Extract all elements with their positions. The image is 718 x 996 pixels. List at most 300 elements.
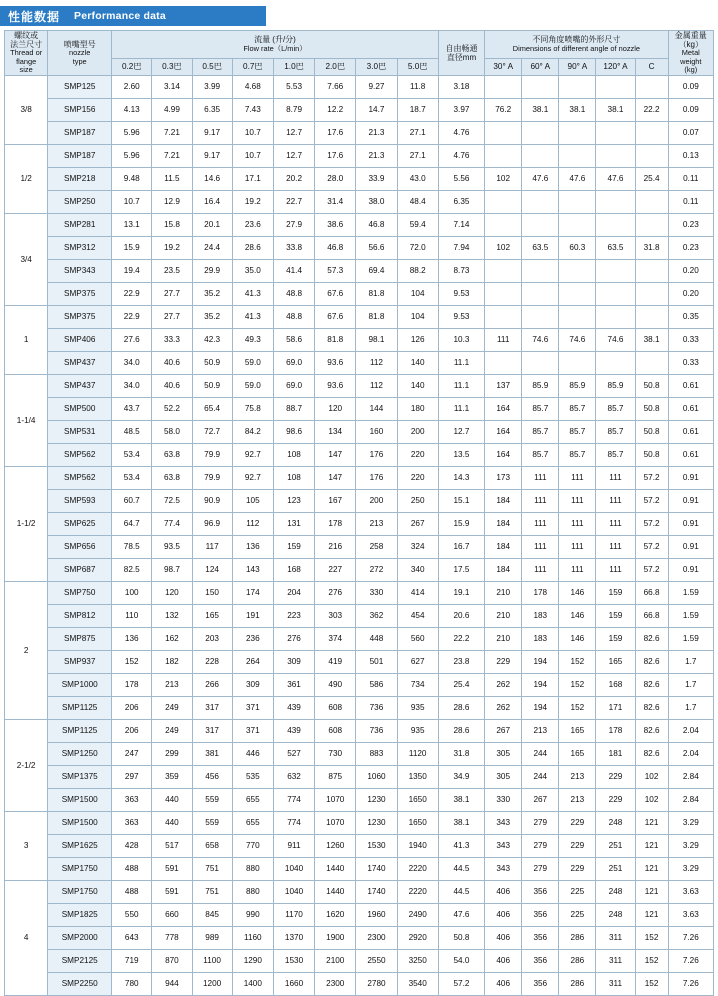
flow-cell-6: 57.3 [315, 259, 356, 282]
banner-title-en: Performance data [74, 10, 166, 22]
flow-cell-4: 264 [232, 650, 273, 673]
dimension-cell-4: 165 [596, 650, 635, 673]
dimension-cell-4 [596, 144, 635, 167]
thread-size-cell: 1-1/2 [5, 466, 48, 581]
dimension-cell-5: 82.6 [635, 627, 668, 650]
flow-cell-2: 660 [152, 903, 192, 926]
dimension-cell-3: 85.7 [559, 443, 596, 466]
flow-cell-3: 117 [192, 535, 232, 558]
performance-data-page [0, 6, 718, 996]
flow-cell-3: 9.17 [192, 144, 232, 167]
flow-cell-6: 1070 [315, 788, 356, 811]
thread-size-cell: 1 [5, 305, 48, 374]
col-angle-5: C [635, 58, 668, 75]
dimension-cell-5 [635, 351, 668, 374]
dimension-cell-1: 184 [485, 489, 522, 512]
flow-cell-8: 267 [397, 512, 438, 535]
metal-weight-cell: 0.07 [668, 121, 713, 144]
metal-weight-cell: 1.7 [668, 673, 713, 696]
col-flow-rate [112, 31, 439, 59]
dimension-cell-2: 85.7 [522, 420, 559, 443]
flow-cell-6: 167 [315, 489, 356, 512]
flow-cell-6: 17.6 [315, 121, 356, 144]
free-passage-cell: 3.18 [438, 75, 484, 98]
dimension-cell-2: 356 [522, 949, 559, 972]
flow-cell-7: 1060 [356, 765, 397, 788]
flow-cell-2: 27.7 [152, 282, 192, 305]
flow-cell-2: 213 [152, 673, 192, 696]
dimension-cell-3: 225 [559, 880, 596, 903]
table-row [5, 282, 714, 305]
metal-weight-cell: 0.91 [668, 489, 713, 512]
flow-cell-5: 123 [273, 489, 314, 512]
flow-cell-5: 911 [273, 834, 314, 857]
flow-cell-8: 43.0 [397, 167, 438, 190]
flow-cell-5: 48.8 [273, 305, 314, 328]
nozzle-model-cell: SMP1500 [48, 811, 112, 834]
flow-cell-1: 136 [112, 627, 152, 650]
free-passage-cell: 41.3 [438, 834, 484, 857]
flow-cell-8: 1120 [397, 742, 438, 765]
flow-cell-2: 63.8 [152, 443, 192, 466]
flow-cell-6: 303 [315, 604, 356, 627]
flow-cell-5: 632 [273, 765, 314, 788]
flow-cell-3: 266 [192, 673, 232, 696]
flow-cell-6: 1900 [315, 926, 356, 949]
flow-cell-2: 182 [152, 650, 192, 673]
dimension-cell-1: 305 [485, 765, 522, 788]
flow-cell-1: 719 [112, 949, 152, 972]
flow-cell-2: 591 [152, 857, 192, 880]
dimension-cell-3: 47.6 [559, 167, 596, 190]
flow-cell-4: 143 [232, 558, 273, 581]
table-row [5, 167, 714, 190]
flow-cell-7: 46.8 [356, 213, 397, 236]
table-row [5, 259, 714, 282]
flow-cell-5: 439 [273, 696, 314, 719]
free-passage-cell: 4.76 [438, 144, 484, 167]
dimension-cell-2: 85.7 [522, 397, 559, 420]
flow-cell-6: 93.6 [315, 351, 356, 374]
dimension-cell-5: 152 [635, 926, 668, 949]
free-passage-cell: 11.1 [438, 374, 484, 397]
flow-cell-3: 9.17 [192, 121, 232, 144]
metal-weight-cell: 3.29 [668, 811, 713, 834]
col-pressure-8: 5.0巴 [397, 58, 438, 75]
nozzle-model-cell: SMP531 [48, 420, 112, 443]
dimension-cell-2: 85.7 [522, 443, 559, 466]
flow-cell-1: 178 [112, 673, 152, 696]
flow-cell-1: 22.9 [112, 282, 152, 305]
flow-cell-5: 108 [273, 443, 314, 466]
table-row [5, 719, 714, 742]
dimension-cell-2 [522, 259, 559, 282]
flow-cell-2: 870 [152, 949, 192, 972]
dimension-cell-3: 229 [559, 834, 596, 857]
table-row [5, 949, 714, 972]
flow-cell-8: 250 [397, 489, 438, 512]
flow-cell-1: 34.0 [112, 351, 152, 374]
free-passage-cell: 7.14 [438, 213, 484, 236]
nozzle-model-cell: SMP937 [48, 650, 112, 673]
flow-cell-2: 4.99 [152, 98, 192, 121]
dimension-cell-1: 406 [485, 949, 522, 972]
thread-size-cell: 1-1/4 [5, 374, 48, 466]
metal-weight-cell: 0.09 [668, 75, 713, 98]
flow-cell-3: 3.99 [192, 75, 232, 98]
table-row [5, 696, 714, 719]
dimension-cell-2 [522, 282, 559, 305]
flow-cell-1: 488 [112, 857, 152, 880]
dimension-cell-1 [485, 259, 522, 282]
metal-weight-cell: 0.91 [668, 558, 713, 581]
nozzle-model-cell: SMP187 [48, 144, 112, 167]
dimension-cell-2: 279 [522, 834, 559, 857]
dimension-cell-1: 229 [485, 650, 522, 673]
nozzle-model-cell: SMP625 [48, 512, 112, 535]
flow-cell-4: 191 [232, 604, 273, 627]
free-cn-2: 直径mm [446, 52, 477, 62]
dimension-cell-1 [485, 351, 522, 374]
flow-cell-5: 88.7 [273, 397, 314, 420]
dimension-cell-1: 330 [485, 788, 522, 811]
thread-size-cell: 4 [5, 880, 48, 995]
flow-cell-4: 41.3 [232, 282, 273, 305]
table-row [5, 604, 714, 627]
dimension-cell-3: 229 [559, 857, 596, 880]
flow-cell-6: 875 [315, 765, 356, 788]
nozzle-model-cell: SMP656 [48, 535, 112, 558]
dimension-cell-1: 210 [485, 604, 522, 627]
flow-cell-2: 63.8 [152, 466, 192, 489]
flow-cell-7: 258 [356, 535, 397, 558]
dimension-cell-1 [485, 121, 522, 144]
metal-weight-cell: 0.61 [668, 397, 713, 420]
flow-cell-4: 84.2 [232, 420, 273, 443]
nozzle-model-cell: SMP1750 [48, 857, 112, 880]
dimension-cell-3: 286 [559, 972, 596, 995]
flow-cell-2: 944 [152, 972, 192, 995]
flow-cell-2: 162 [152, 627, 192, 650]
nozzle-model-cell: SMP562 [48, 443, 112, 466]
flow-cell-4: 7.43 [232, 98, 273, 121]
flow-cell-6: 490 [315, 673, 356, 696]
flow-cell-8: 2220 [397, 880, 438, 903]
flow-cell-7: 1740 [356, 880, 397, 903]
flow-cell-3: 751 [192, 880, 232, 903]
table-row [5, 374, 714, 397]
nozzle-cn: 喷嘴型号 [63, 39, 96, 49]
flow-cell-6: 120 [315, 397, 356, 420]
flow-cell-8: 27.1 [397, 121, 438, 144]
nozzle-model-cell: SMP1825 [48, 903, 112, 926]
flow-cell-4: 41.3 [232, 305, 273, 328]
dimension-cell-3: 165 [559, 719, 596, 742]
free-passage-cell: 6.35 [438, 190, 484, 213]
flow-cell-8: 18.7 [397, 98, 438, 121]
nozzle-model-cell: SMP406 [48, 328, 112, 351]
flow-cell-1: 206 [112, 696, 152, 719]
flow-cell-1: 297 [112, 765, 152, 788]
flow-cell-7: 2300 [356, 926, 397, 949]
flow-cell-1: 15.9 [112, 236, 152, 259]
flow-cell-2: 19.2 [152, 236, 192, 259]
flow-cell-7: 9.27 [356, 75, 397, 98]
flow-cell-1: 100 [112, 581, 152, 604]
flow-cell-7: 736 [356, 696, 397, 719]
dimension-cell-3: 111 [559, 558, 596, 581]
dimension-cell-1: 406 [485, 903, 522, 926]
flow-cell-3: 35.2 [192, 305, 232, 328]
dimension-cell-5: 50.8 [635, 420, 668, 443]
flow-cell-7: 1740 [356, 857, 397, 880]
flow-cell-3: 20.1 [192, 213, 232, 236]
dimension-cell-4: 178 [596, 719, 635, 742]
dimension-cell-1 [485, 144, 522, 167]
metal-weight-cell: 2.84 [668, 788, 713, 811]
dimension-cell-4 [596, 259, 635, 282]
flow-cell-5: 69.0 [273, 374, 314, 397]
flow-cell-2: 3.14 [152, 75, 192, 98]
dimension-cell-5: 82.6 [635, 719, 668, 742]
dimension-cell-2: 244 [522, 742, 559, 765]
flow-cell-2: 23.5 [152, 259, 192, 282]
dimension-cell-5 [635, 190, 668, 213]
col-pressure-1: 0.2巴 [112, 58, 152, 75]
flow-cell-4: 49.3 [232, 328, 273, 351]
flow-cell-1: 5.96 [112, 121, 152, 144]
metal-weight-cell: 0.13 [668, 144, 713, 167]
table-row [5, 443, 714, 466]
dimension-cell-2: 74.6 [522, 328, 559, 351]
table-row [5, 650, 714, 673]
flow-cell-3: 14.6 [192, 167, 232, 190]
dimension-cell-4 [596, 351, 635, 374]
table-row [5, 765, 714, 788]
table-row [5, 811, 714, 834]
dimension-cell-5: 66.8 [635, 604, 668, 627]
free-passage-cell: 34.9 [438, 765, 484, 788]
flow-cell-6: 2300 [315, 972, 356, 995]
flow-cell-4: 112 [232, 512, 273, 535]
dimension-cell-5: 50.8 [635, 397, 668, 420]
flow-cell-6: 1260 [315, 834, 356, 857]
metal-weight-cell: 2.84 [668, 765, 713, 788]
metal-weight-cell: 1.7 [668, 650, 713, 673]
free-passage-cell: 28.6 [438, 719, 484, 742]
col-angle-3: 90° A [559, 58, 596, 75]
dimension-cell-3 [559, 305, 596, 328]
dimension-cell-2: 267 [522, 788, 559, 811]
col-metal-weight [668, 31, 713, 76]
dimension-cell-1: 76.2 [485, 98, 522, 121]
table-row [5, 420, 714, 443]
dimension-cell-2: 183 [522, 627, 559, 650]
nozzle-model-cell: SMP2000 [48, 926, 112, 949]
dimension-cell-3: 152 [559, 650, 596, 673]
dimension-cell-1: 164 [485, 443, 522, 466]
flow-cell-1: 78.5 [112, 535, 152, 558]
dimension-cell-1 [485, 282, 522, 305]
flow-cell-3: 35.2 [192, 282, 232, 305]
flow-cell-1: 643 [112, 926, 152, 949]
table-row [5, 466, 714, 489]
flow-cell-4: 75.8 [232, 397, 273, 420]
nozzle-model-cell: SMP812 [48, 604, 112, 627]
dimension-cell-1: 137 [485, 374, 522, 397]
dimension-cell-2: 111 [522, 512, 559, 535]
free-passage-cell: 10.3 [438, 328, 484, 351]
flow-cell-2: 15.8 [152, 213, 192, 236]
flow-cell-8: 2920 [397, 926, 438, 949]
flow-cell-7: 176 [356, 443, 397, 466]
flow-cell-3: 6.35 [192, 98, 232, 121]
nozzle-en-2: type [72, 56, 87, 66]
flow-cn: 流量 (升/分) [254, 35, 296, 45]
thread-en-1: Thread or [10, 48, 43, 58]
dimension-cell-3: 213 [559, 788, 596, 811]
flow-cell-2: 77.4 [152, 512, 192, 535]
flow-cell-8: 324 [397, 535, 438, 558]
dimension-cell-1: 406 [485, 880, 522, 903]
flow-cell-7: 112 [356, 351, 397, 374]
flow-cell-8: 140 [397, 374, 438, 397]
dimension-cell-3 [559, 121, 596, 144]
flow-cell-3: 317 [192, 696, 232, 719]
flow-cell-3: 989 [192, 926, 232, 949]
flow-cell-6: 17.6 [315, 144, 356, 167]
table-body [5, 75, 714, 995]
flow-cell-4: 309 [232, 673, 273, 696]
flow-cell-8: 3540 [397, 972, 438, 995]
free-passage-cell: 5.56 [438, 167, 484, 190]
dimension-cell-4: 168 [596, 673, 635, 696]
dimension-cell-3: 146 [559, 627, 596, 650]
free-passage-cell: 44.5 [438, 880, 484, 903]
dimension-cell-2: 111 [522, 489, 559, 512]
dimension-cell-3: 286 [559, 926, 596, 949]
table-row [5, 558, 714, 581]
free-passage-cell: 8.73 [438, 259, 484, 282]
flow-cell-6: 67.6 [315, 305, 356, 328]
dimension-cell-5 [635, 282, 668, 305]
flow-cell-6: 147 [315, 466, 356, 489]
dimension-cell-5: 57.2 [635, 466, 668, 489]
flow-cell-4: 92.7 [232, 466, 273, 489]
free-passage-cell: 16.7 [438, 535, 484, 558]
flow-cell-4: 880 [232, 857, 273, 880]
flow-cell-8: 1650 [397, 788, 438, 811]
dims-en: Dimensions of different angle of nozzle [512, 43, 640, 53]
metal-weight-cell: 0.91 [668, 535, 713, 558]
table-row [5, 834, 714, 857]
metal-weight-cell: 7.26 [668, 972, 713, 995]
dimension-cell-5: 66.8 [635, 581, 668, 604]
flow-cell-1: 27.6 [112, 328, 152, 351]
flow-cell-7: 330 [356, 581, 397, 604]
flow-cell-4: 17.1 [232, 167, 273, 190]
flow-cell-7: 21.3 [356, 121, 397, 144]
flow-cell-1: 82.5 [112, 558, 152, 581]
dimension-cell-1: 343 [485, 811, 522, 834]
dimension-cell-3: 111 [559, 535, 596, 558]
dimension-cell-4 [596, 282, 635, 305]
metal-weight-cell: 3.63 [668, 903, 713, 926]
dimension-cell-4: 85.7 [596, 397, 635, 420]
metal-weight-cell: 0.23 [668, 213, 713, 236]
dimension-cell-2 [522, 305, 559, 328]
dimension-cell-3: 60.3 [559, 236, 596, 259]
dimension-cell-1: 262 [485, 673, 522, 696]
metal-weight-cell: 0.91 [668, 512, 713, 535]
dimension-cell-4: 251 [596, 834, 635, 857]
flow-cell-3: 165 [192, 604, 232, 627]
dimension-cell-4: 159 [596, 604, 635, 627]
dimension-cell-2 [522, 190, 559, 213]
flow-cell-3: 228 [192, 650, 232, 673]
dimension-cell-1: 210 [485, 581, 522, 604]
flow-cell-8: 88.2 [397, 259, 438, 282]
flow-cell-2: 7.21 [152, 121, 192, 144]
dimension-cell-2 [522, 144, 559, 167]
flow-cell-3: 96.9 [192, 512, 232, 535]
dimension-cell-1: 267 [485, 719, 522, 742]
table-row [5, 75, 714, 98]
flow-cell-3: 79.9 [192, 443, 232, 466]
dimension-cell-4: 111 [596, 535, 635, 558]
flow-cell-7: 448 [356, 627, 397, 650]
flow-cell-7: 1530 [356, 834, 397, 857]
nozzle-model-cell: SMP375 [48, 305, 112, 328]
flow-cell-3: 203 [192, 627, 232, 650]
flow-cell-5: 774 [273, 788, 314, 811]
flow-cell-1: 488 [112, 880, 152, 903]
table-row [5, 903, 714, 926]
flow-cell-1: 19.4 [112, 259, 152, 282]
dimension-cell-5: 50.8 [635, 374, 668, 397]
flow-cell-1: 60.7 [112, 489, 152, 512]
table-row [5, 512, 714, 535]
flow-cell-8: 104 [397, 282, 438, 305]
flow-cell-7: 144 [356, 397, 397, 420]
flow-cell-8: 560 [397, 627, 438, 650]
flow-cell-2: 33.3 [152, 328, 192, 351]
flow-cell-6: 28.0 [315, 167, 356, 190]
flow-cell-3: 1100 [192, 949, 232, 972]
free-passage-cell: 14.3 [438, 466, 484, 489]
dimension-cell-4: 38.1 [596, 98, 635, 121]
dimension-cell-4 [596, 75, 635, 98]
flow-cell-2: 440 [152, 811, 192, 834]
nozzle-model-cell: SMP250 [48, 190, 112, 213]
dimension-cell-3: 225 [559, 903, 596, 926]
flow-cell-2: 27.7 [152, 305, 192, 328]
flow-cell-2: 40.6 [152, 374, 192, 397]
flow-cell-8: 1650 [397, 811, 438, 834]
metal-weight-cell: 0.61 [668, 443, 713, 466]
thread-cn-1: 螺纹或 [14, 31, 39, 40]
flow-cell-8: 59.4 [397, 213, 438, 236]
dimension-cell-5: 31.8 [635, 236, 668, 259]
table-row [5, 328, 714, 351]
thread-en-3: size [19, 65, 33, 75]
dimension-cell-2: 194 [522, 696, 559, 719]
dimension-cell-3: 111 [559, 512, 596, 535]
flow-cell-5: 41.4 [273, 259, 314, 282]
flow-cell-2: 58.0 [152, 420, 192, 443]
flow-cell-3: 381 [192, 742, 232, 765]
dimension-cell-3: 165 [559, 742, 596, 765]
